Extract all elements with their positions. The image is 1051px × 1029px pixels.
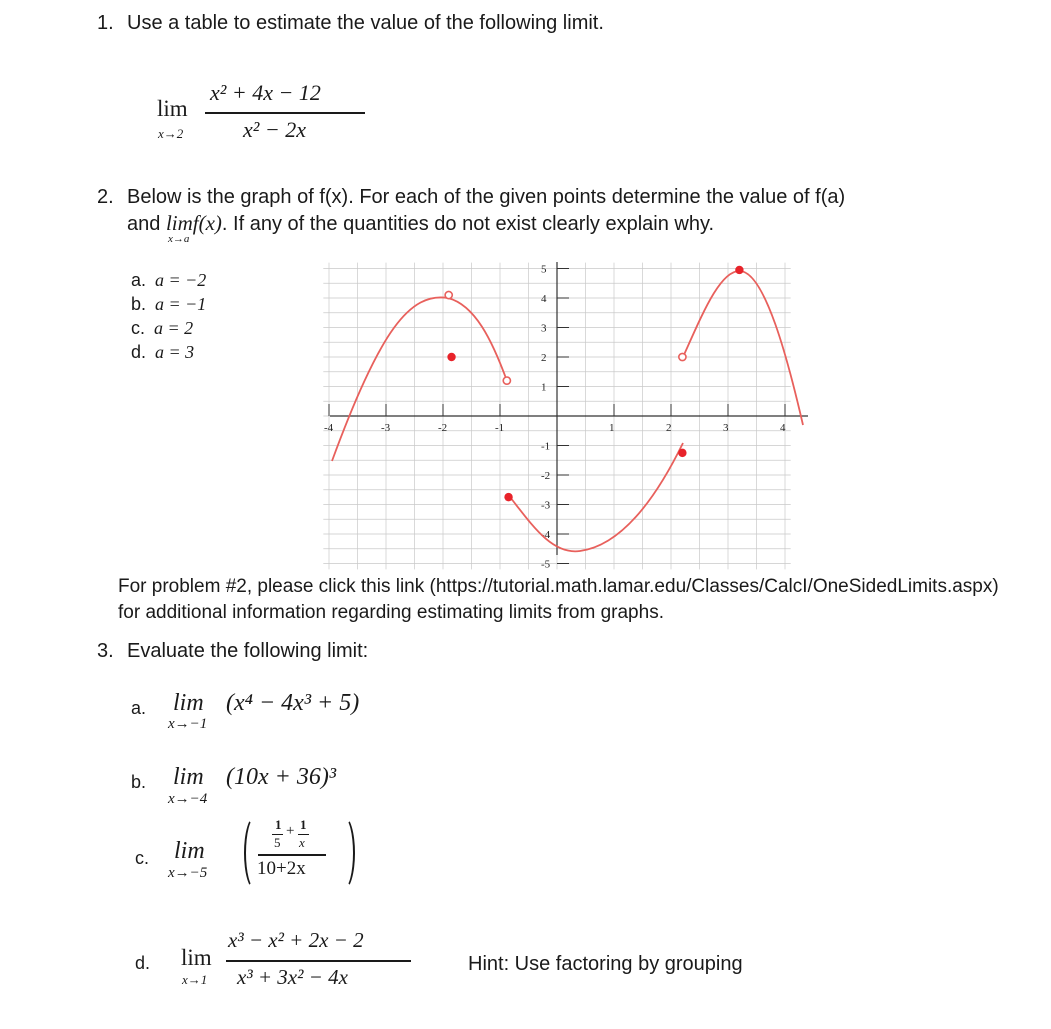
problem-3b-lim: lim	[173, 764, 204, 790]
x-tick-label: 3	[723, 422, 729, 434]
option-b: b. a = −1	[131, 294, 207, 314]
problem-3c-denominator: 10+2x	[257, 858, 306, 879]
filled-point	[504, 493, 512, 501]
problem-3b-expr: (10x + 36)³	[226, 764, 337, 790]
y-tick-label: 4	[541, 293, 547, 305]
problem-3d-label: d.	[135, 953, 151, 973]
problem-3c-label: c.	[135, 848, 150, 868]
problem-3c-small-den-a: 5	[274, 835, 281, 850]
y-tick-label: -1	[541, 440, 551, 453]
x-tick-label: -2	[438, 422, 448, 434]
problem-1-fraction-bar	[205, 112, 365, 114]
x-tick-label: -3	[381, 422, 391, 434]
problem-1-number: 1.	[97, 12, 114, 34]
problem-3d-sub: x→1	[182, 972, 208, 987]
problem-3c-small-den-b: x	[299, 835, 305, 850]
option-a: a. a = −2	[131, 270, 207, 290]
axis-tick-labels	[324, 264, 786, 571]
option-d: d. a = 3	[131, 342, 195, 362]
problem-2-line2-pre: and	[127, 213, 166, 235]
function-graph	[318, 258, 818, 571]
problem-3-number: 3.	[97, 640, 114, 662]
problem-3-text: Evaluate the following limit:	[127, 640, 369, 662]
problem-2-line1: Below is the graph of f(x). For each of the given points determine the value of f(a)	[127, 186, 846, 208]
curve-lower-dip	[510, 440, 683, 551]
problem-3b-sub: x→−4	[168, 791, 208, 807]
open-point	[445, 291, 452, 298]
problem-3a-expr: (x⁴ − 4x³ + 5)	[226, 690, 360, 716]
y-tick-label: 1	[541, 381, 547, 394]
x-tick-label: 1	[609, 422, 615, 434]
problem-1-text: Use a table to estimate the value of the following limit.	[127, 12, 604, 34]
problem-3c-lim: lim	[174, 838, 205, 864]
problem-3a-lim: lim	[173, 690, 204, 716]
problem-2-line2-post: . If any of the quantities do not exist clearly explain why.	[221, 213, 715, 235]
filled-point	[735, 266, 743, 274]
x-tick-label: -4	[324, 422, 334, 434]
problem-1-denominator: x² − 2x	[243, 117, 306, 142]
problem-3c-small-plus: +	[286, 823, 295, 839]
problem-1-lim: lim	[157, 96, 188, 121]
problem-1-numerator: x² + 4x − 12	[210, 80, 321, 105]
x-tick-label: -1	[495, 422, 505, 434]
problem-3a-label: a.	[131, 698, 147, 718]
problem-3d-numerator: x³ − x² + 2x − 2	[228, 928, 364, 952]
problem-2-note-line2: for additional information regarding estimating limits from graphs.	[118, 602, 664, 623]
problem-3c-fraction-bar	[258, 854, 326, 856]
x-tick-label: 2	[666, 422, 672, 434]
filled-point	[447, 353, 455, 361]
problem-3d-hint: Hint: Use factoring by grouping	[468, 953, 743, 975]
problem-3c-sub: x→−5	[168, 865, 208, 881]
open-point	[503, 377, 510, 384]
y-tick-label: -4	[541, 529, 551, 541]
problem-2-lim-sub: x→a	[168, 233, 190, 245]
problem-1-lim-sub: x→2	[158, 126, 184, 141]
problem-3d-lim: lim	[181, 945, 212, 970]
problem-3b-label: b.	[131, 772, 147, 792]
problem-3d-fraction-bar	[226, 960, 411, 962]
y-tick-label: -2	[541, 470, 551, 482]
problem-2-options	[131, 268, 206, 364]
curve-left-arch	[332, 297, 507, 461]
option-c: c. a = 2	[131, 318, 194, 338]
y-tick-label: -3	[541, 499, 551, 512]
problem-3a-sub: x→−1	[168, 716, 208, 732]
problem-2-line2	[127, 211, 714, 236]
problem-2-number: 2.	[97, 186, 114, 208]
problem-3c-right-paren	[333, 816, 355, 890]
graph-points	[445, 263, 744, 502]
y-tick-label: -5	[541, 558, 551, 571]
problem-3c-small-num-b: 1	[300, 817, 307, 832]
problem-3d-denominator: x³ + 3x² − 4x	[237, 965, 348, 989]
problem-3c-small-num-a: 1	[275, 817, 282, 832]
open-point	[679, 353, 686, 360]
graph-axes	[330, 262, 808, 555]
y-tick-label: 5	[541, 263, 547, 276]
filled-point	[678, 449, 686, 457]
y-tick-label: 2	[541, 352, 547, 364]
problem-2-note-line1: For problem #2, please click this link (https://tutorial.math.lamar.edu/Classes/CalcI/OneSidedLimits.aspx)	[118, 576, 999, 597]
y-tick-label: 3	[541, 322, 547, 335]
x-tick-label: 4	[780, 422, 786, 434]
problem-2-lim-expr: limf(x)	[165, 211, 222, 235]
